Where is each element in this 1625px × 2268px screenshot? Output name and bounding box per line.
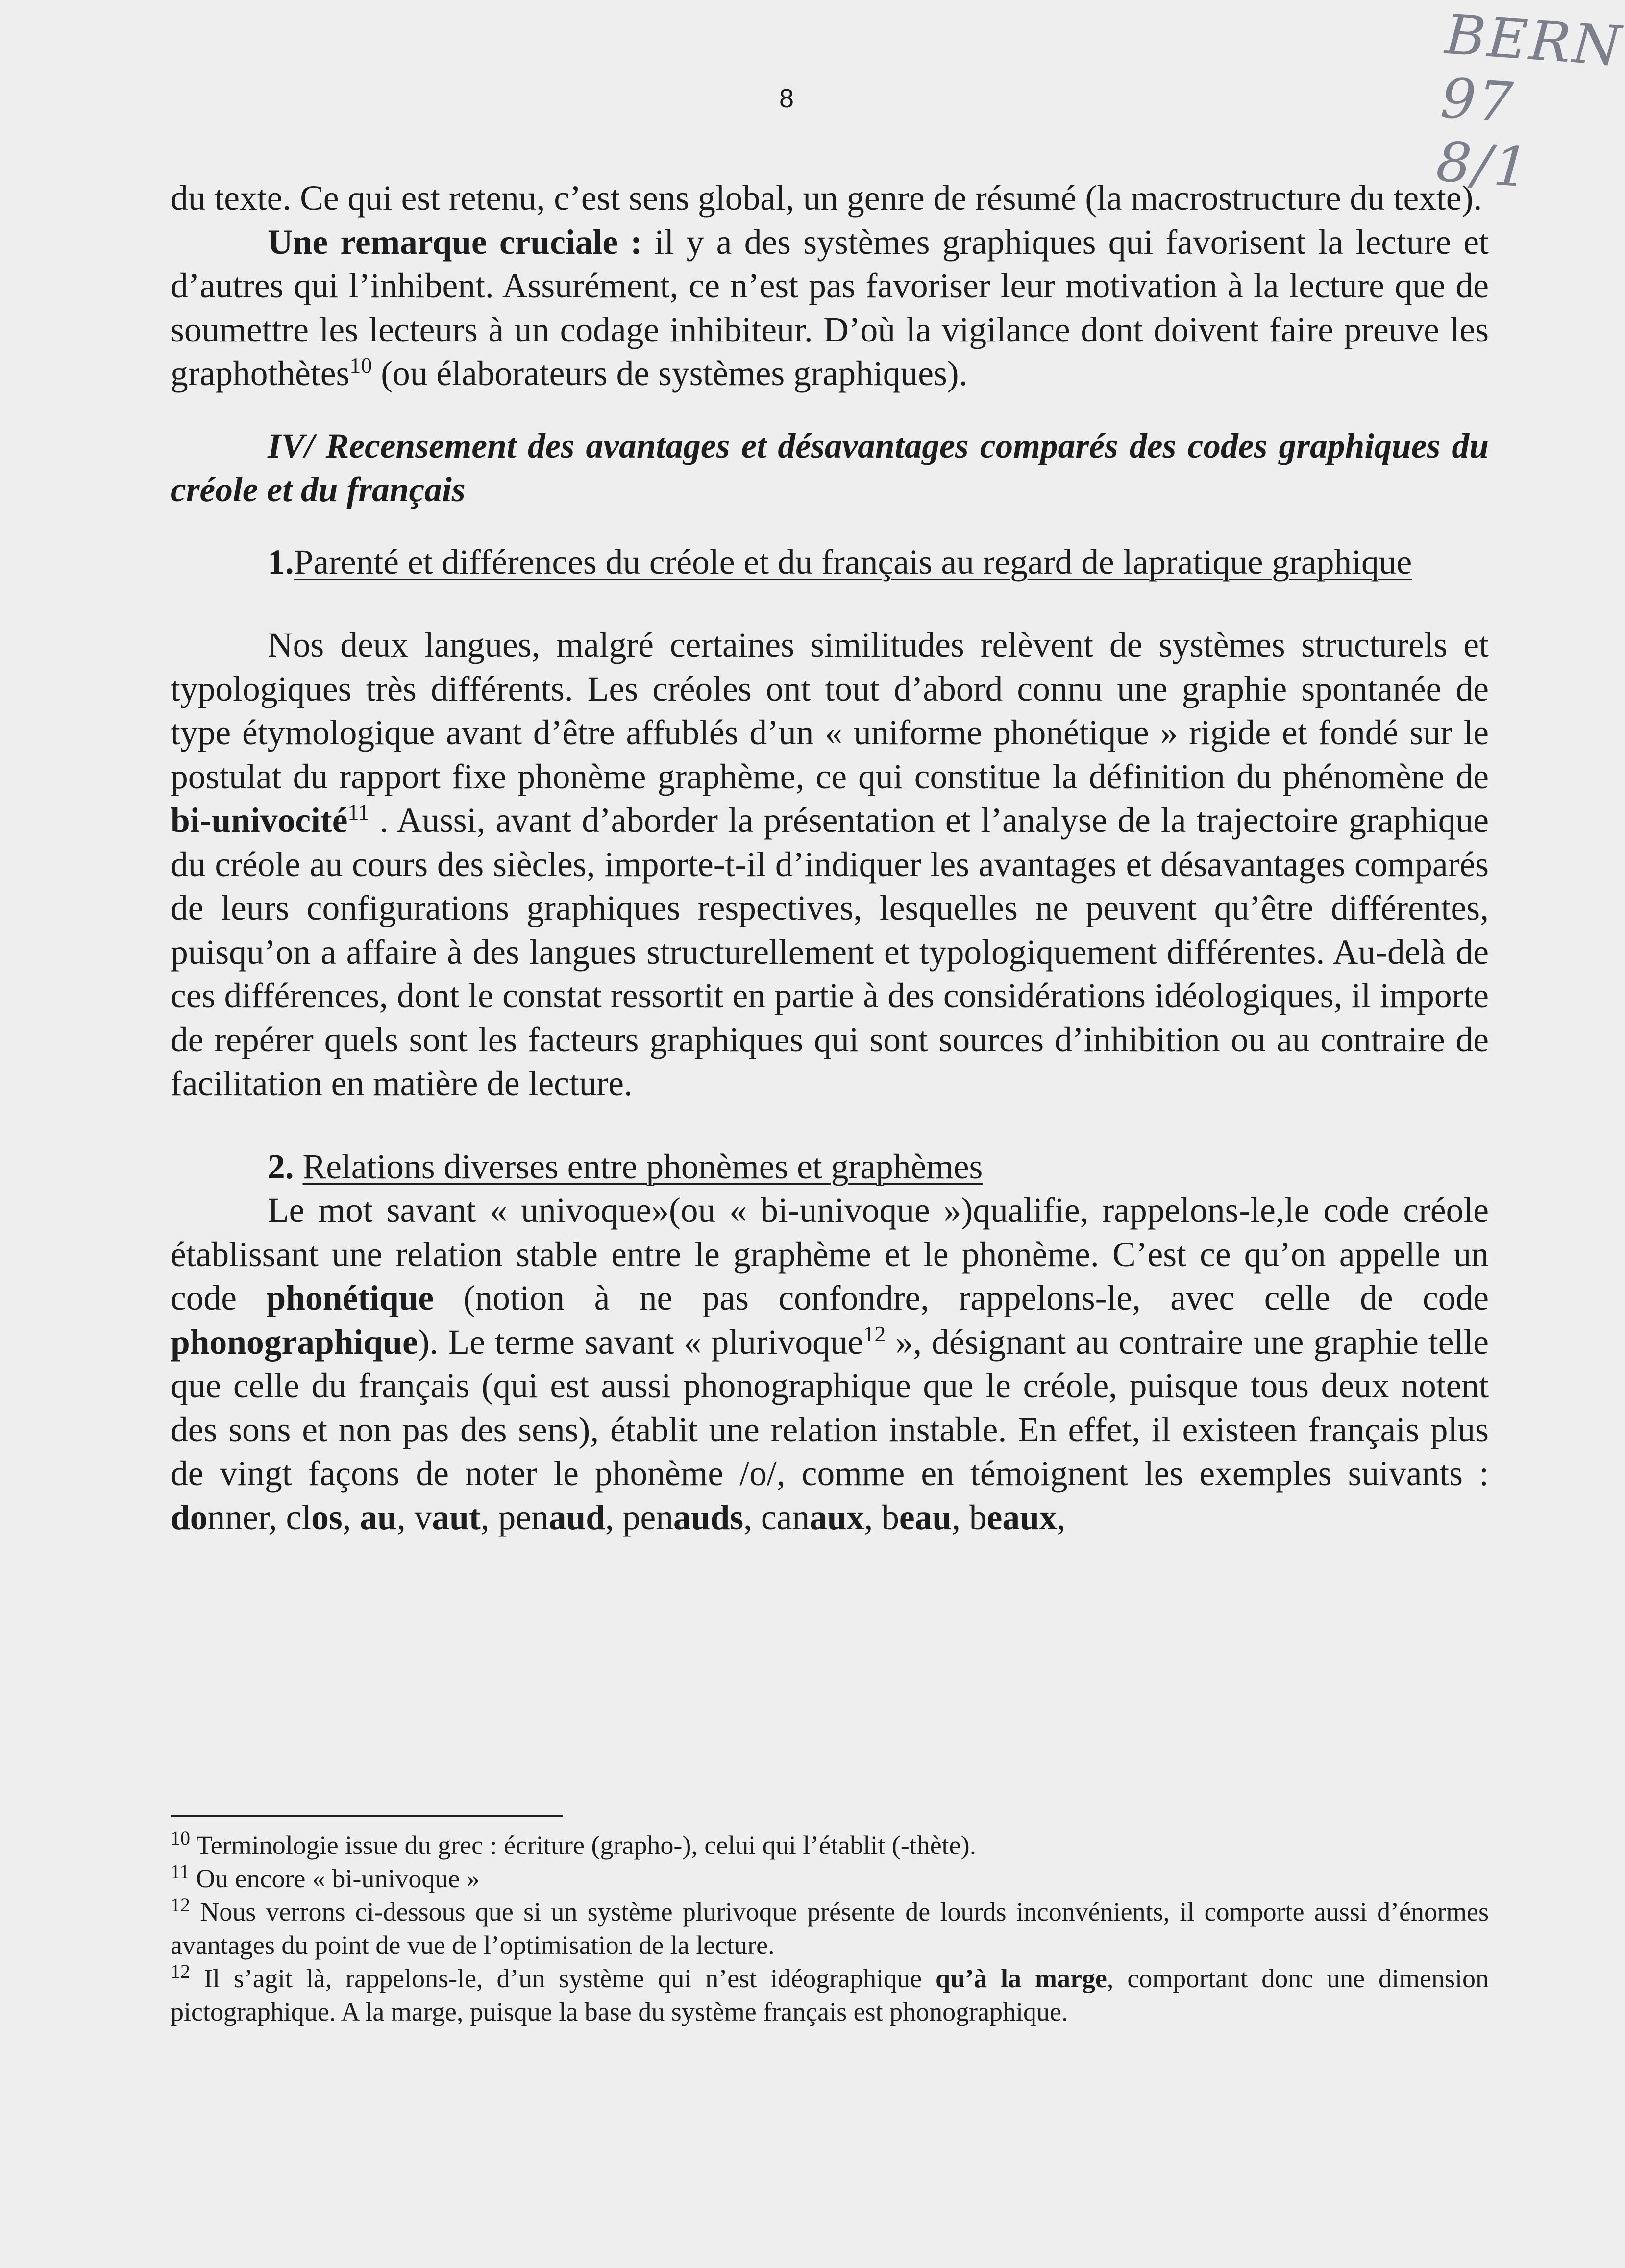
paragraph-2 <box>171 220 1489 396</box>
paragraph-4-text-a: Le mot savant « univoque»(ou « bi-univoque »)qualifie, rappelons-le,le code créole établissant une relation stable entre le graphème et le phonème. C’est ce qu’on appelle un code <box>171 1191 1489 1317</box>
paragraph-3-text-a: Nos deux langues, malgré certaines similitudes relèvent de systèmes structurels et typologiques très différents. Les créoles ont tout d’abord connu une graphie spontanée de type étymologique avant d’être affublés d’un « uniforme phonétique » rigide et fondé sur le postulat du rapport fixe phonème graphème, ce qui constitue la définition du phénomène de <box>171 626 1489 796</box>
footnote-number: 10 <box>171 1827 190 1849</box>
footnote-ref-12: 12 <box>863 1321 886 1346</box>
paragraph-3-text-b: . Aussi, avant d’aborder la présentation et l’analyse de la trajectoire graphique du créole au cours des siècles, importe-t-il d’indiquer les avantages et désavantages comparés de leurs configurations graphiques respectives, lesquelles ne peuvent qu’être différentes, puisqu’on a affaire à des langues structurellement et typologiquement différentes. Au-delà de ces différences, dont le constat ressortit en partie à des considérations idéologiques, il importe de repérer quels sont les facteurs graphiques qui sont sources d’inhibition ou au contraire de facilitation en matière de lecture. <box>171 801 1489 1103</box>
example-word: canaux <box>761 1498 864 1537</box>
footnote-11 <box>171 1862 1489 1895</box>
example-word: vaut <box>414 1498 481 1537</box>
remark-label: Une remarque cruciale : <box>268 222 642 262</box>
paragraph-4-text-b: (notion à ne pas confondre, rappelons-le, avec celle de code <box>434 1279 1489 1317</box>
footnote-number: 11 <box>171 1860 190 1882</box>
page-number: 8 <box>779 84 794 113</box>
paragraph-4: Le mot savant « univoque»(ou « bi-univoque »)qualifie, rappelons-le,le code créole établissant une relation stable entre le graphème et le phonème. C’est ce qu’on appelle un code phonétique (notion à ne pas confondre, rappelons-le, avec celle de code phonographique). Le terme savant « plurivoque$^{12}$ », désignant au contraire une graphie telle que celle du français (qui est aussi phonographique que le créole, puisque tous deux notent des sons et non pas des sens), établit une relation instable. En effet, il existeen français plus de vingt façons de noter le phonème /o/, comme en témoignent les exemples suivants : donner, clos, au, vaut, penaud, penauds, canaux, beau, beaux, <box>171 1191 1489 1537</box>
footnote-10 <box>171 1829 1489 1862</box>
phonographique-term: phonographique <box>171 1322 418 1362</box>
footnote-text: Ou encore « bi-univoque » <box>189 1864 480 1893</box>
footnotes <box>171 1829 1489 2028</box>
paragraph-2-text-b: (ou élaborateurs de systèmes graphiques). <box>372 354 968 393</box>
footnote-text: Il s’agit là, rappelons-le, d’un système qui n’est idéographique <box>190 1964 936 1993</box>
footnote-emphasis: qu’à la marge <box>936 1964 1107 1993</box>
example-word: beau <box>882 1498 952 1537</box>
example-word: penauds <box>622 1498 744 1537</box>
subheading-1-title: Parenté et différences du créole et du français au regard de lapratique graphique <box>294 542 1412 582</box>
subheading-2 <box>171 1145 1489 1189</box>
section-heading: IV/ Recensement des avantages et désavantages comparés des codes graphiques du créole et du français <box>171 426 1489 509</box>
footnote-12b <box>171 1962 1489 2028</box>
example-word: penaud <box>498 1498 606 1537</box>
main-text <box>171 176 1489 1539</box>
footnote-number: 12 <box>171 1894 190 1916</box>
subheading-1-number: 1. <box>268 542 294 582</box>
footnote-number: 12 <box>171 1960 190 1982</box>
footnote-ref-10: 10 <box>349 353 372 378</box>
phonetique-term: phonétique <box>266 1279 434 1317</box>
footnote-text: Nous verrons ci-dessous que si un système plurivoque présente de lourds inconvénients, il comporte aussi d’énormes avantages du point de vue de l’optimisation de la lecture. <box>171 1897 1489 1960</box>
footnote-text: , comportant donc une dimension pictographique. A la marge, puisque la base du système français est phonographique. <box>171 1964 1489 2026</box>
subheading-2-number: 2. <box>268 1147 294 1186</box>
example-word: donner <box>171 1498 269 1537</box>
paragraph-1: du texte. Ce qui est retenu, c’est sens global, un genre de résumé (la macrostructure du texte). <box>171 179 1482 218</box>
example-word: au <box>360 1498 397 1537</box>
paragraph-4-text-c: ). Le terme savant « plurivoque <box>418 1322 863 1362</box>
subheading-2-title: Relations diverses entre phonèmes et graphèmes <box>302 1147 983 1186</box>
handwritten-annotation: BERN 97 8/1 <box>1434 2 1625 200</box>
paragraph-3 <box>171 623 1489 1106</box>
footnote-divider <box>171 1815 563 1817</box>
subheading-1 <box>171 540 1489 585</box>
example-word: beaux <box>969 1498 1057 1537</box>
example-word: clos <box>286 1498 343 1537</box>
bi-univocite-term: bi-univocité <box>171 801 348 840</box>
footnote-ref-11: 11 <box>347 800 369 825</box>
paragraph-2-text-a: il y a des systèmes graphiques qui favorisent la lecture et d’autres qui l’inhibent. Assurément, ce n’est pas favoriser leur motivation à la lecture que de soumettre les lecteurs à un codage inhibiteur. D’où la vigilance dont doivent faire preuve les graphothètes <box>171 222 1489 393</box>
paragraph-4-text-d: », désignant au contraire une graphie telle que celle du français (qui est aussi phonographique que le créole, puisque tous deux notent des sons et non pas des sens), établit une relation instable. En effet, il existeen français plus de vingt façons de noter le phonème /o/, comme en témoignent les exemples suivants : <box>171 1322 1489 1493</box>
footnote-12a <box>171 1895 1489 1962</box>
footnote-text: Terminologie issue du grec : écriture (grapho-), celui qui l’établit (-thète). <box>190 1830 977 1860</box>
